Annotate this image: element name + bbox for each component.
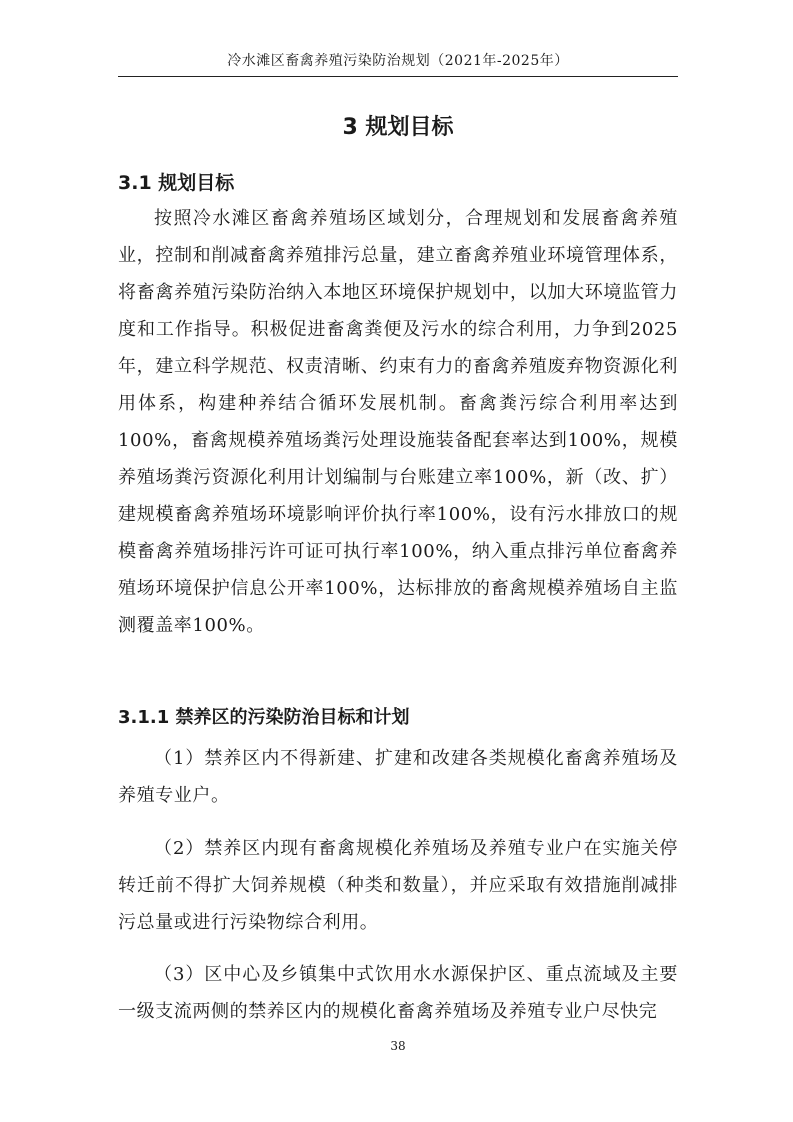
page-number: 38 — [390, 1039, 406, 1053]
subsection-title: 3.1.1 禁养区的污染防治目标和计划 — [118, 707, 410, 728]
header-rule — [118, 76, 678, 77]
section-paragraph: 按照冷水滩区畜禽养殖场区域划分，合理规划和发展畜禽养殖业，控制和削减畜禽养殖排污总量，建立畜禽养殖业环境管理体系，将畜禽养殖污染防治纳入本地区环境保护规划中，以加大环境监管力度和工作指导。积极促进畜禽粪便及污水的综合利用，力争到2025年，建立科学规范、权责清晰、约束有力的畜禽养殖废弃物资源化利用体系，构建种养结合循环发展机制。畜禽粪污综合利用率达到100%，畜禽规模养殖场粪污处理设施装备配套率达到100%，规模养殖场粪污资源化利用计划编制与台账建立率100%，新（改、扩）建规模畜禽养殖场环境影响评价执行率100%，设有污水排放口的规模畜禽养殖场排污许可证可执行率100%，纳入重点排污单位畜禽养殖场环境保护信息公开率100%，达标排放的畜禽规模养殖场自主监测覆盖率100%。 — [118, 208, 678, 636]
chapter-title: 3 规划目标 — [342, 115, 454, 140]
running-header: 冷水滩区畜禽养殖污染防治规划（2021年-2025年） — [227, 53, 569, 69]
section-title: 3.1 规划目标 — [118, 172, 235, 194]
list-item: （2）禁养区内现有畜禽规模化养殖场及养殖专业户在实施关停转迁前不得扩大饲养规模（种类和数量），并应采取有效措施削减排污总量或进行污染物综合利用。 — [118, 838, 678, 933]
list-item: （3）区中心及乡镇集中式饮用水水源保护区、重点流域及主要一级支流两侧的禁养区内的规模化畜禽养殖场及养殖专业户尽快完 — [118, 964, 678, 1022]
list-item: （1）禁养区内不得新建、扩建和改建各类规模化畜禽养殖场及养殖专业户。 — [118, 748, 678, 806]
